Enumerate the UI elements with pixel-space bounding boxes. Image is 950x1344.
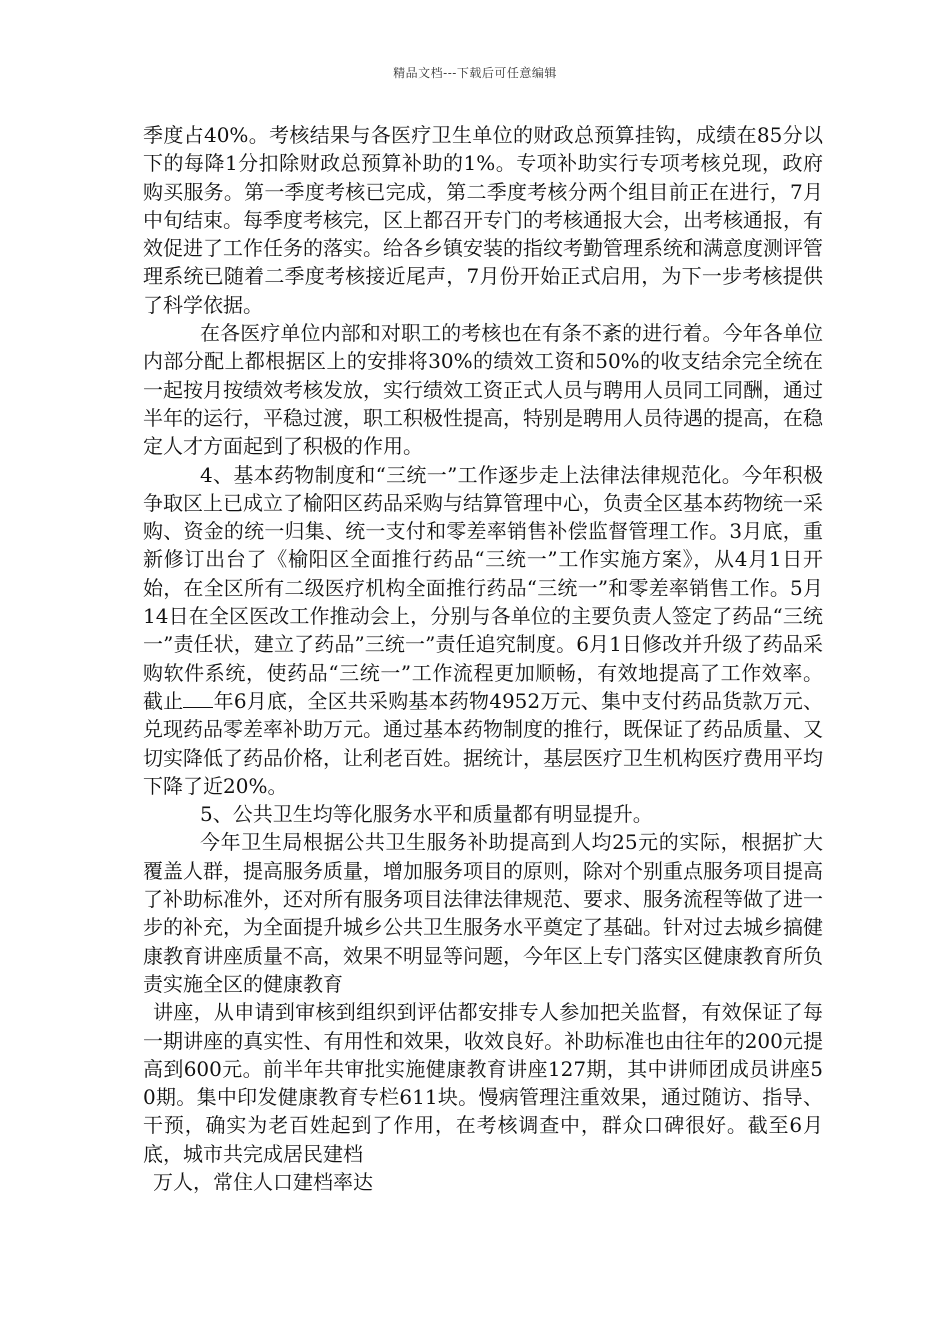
paragraph-public-health-heading: 5、公共卫生均等化服务水平和质量都有明显提升。 (200, 802, 653, 827)
paragraph-health-lectures: 讲座，从申请到审核到组织到评估都安排专人参加把关监督，有效保证了每一期讲座的真实性、有用性和效果，收效良好。补助标准也由往年的200元提高到600元。前半年共审批实施健康教育讲座127期，其中讲师团成员讲座50期。集中印发健康教育专栏611块。慢病管理注重效果，通过随访、指导、干预，确实为老百姓起到了作用，在考核调查中，群众口碑很好。截至6月底，城市共完成居民建档 (143, 1000, 823, 1166)
year-blank (183, 689, 213, 708)
paragraph-essential-drugs (143, 461, 823, 801)
paragraph-residents-records: 万人，常住人口建档率达 (153, 1169, 373, 1194)
essential-drugs-text-continued: 年6月底，全区共采购基本药物4952万元、集中支付药品货款万元、兑现药品零差率补助万元。通过基本药物制度的推行，既保证了药品质量、又切实降低了药品价格，让利老百姓。据统计，基层医疗卫生机构医疗费用平均下降了近20%。 (143, 688, 824, 798)
paragraph-public-health-subsidy: 今年卫生局根据公共卫生服务补助提高到人均25元的实际，根据扩大覆盖人群，提高服务质量，增加服务项目的原则，除对个别重点服务项目提高了补助标准外，还对所有服务项目法律法律规范、要求、服务流程等做了进一步的补充，为全面提升城乡公共卫生服务水平奠定了基础。针对过去城乡搞健康教育讲座质量不高，效果不明显等问题，今年区上专门落实区健康教育所负责实施全区的健康教育 (143, 830, 823, 996)
paragraph-internal-assessment: 在各医疗单位内部和对职工的考核也在有条不紊的进行着。今年各单位内部分配上都根据区上的安排将30%的绩效工资和50%的收支结余完全统在一起按月按绩效考核发放，实行绩效工资正式人员与聘用人员同工同酬，通过半年的运行，平稳过渡，职工积极性提高，特别是聘用人员待遇的提高，在稳定人才方面起到了积极的作用。 (143, 321, 823, 459)
document-body (143, 121, 823, 1196)
paragraph-assessment-results: 季度占40%。考核结果与各医疗卫生单位的财政总预算挂钩，成绩在85分以下的每降1分扣除财政总预算补助的1%。专项补助实行专项考核兑现，政府购买服务。第一季度考核已完成，第二季度考核分两个组目前正在进行，7月中旬结束。每季度考核完，区上都召开专门的考核通报大会，出考核通报，有效促进了工作任务的落实。给各乡镇安装的指纹考勤管理系统和满意度测评管理系统已随着二季度考核接近尾声，7月份开始正式启用，为下一步考核提供了科学依据。 (143, 123, 823, 317)
page-header: 精品文档---下载后可任意编辑 (393, 66, 557, 80)
essential-drugs-text: 4、基本药物制度和“三统一”工作逐步走上法律法律规范化。今年积极争取区上已成立了榆阳区药品采购与结算管理中心，负责全区基本药物统一采购、资金的统一归集、统一支付和零差率销售补偿监督管理工作。3月底，重新修订出台了《榆阳区全面推行药品“三统一”工作实施方案》，从4月1日开始，在全区所有二级医疗机构全面推行药品“三统一”和零差率销售工作。5月14日在全区医改工作推动会上，分别与各单位的主要负责人签定了药品“三统一”责任状，建立了药品”三统一”责任追究制度。6月1日修改并升级了药品采购软件系统，使药品“三统一”工作流程更加顺畅，有效地提高了工作效率。截止 (143, 462, 823, 713)
